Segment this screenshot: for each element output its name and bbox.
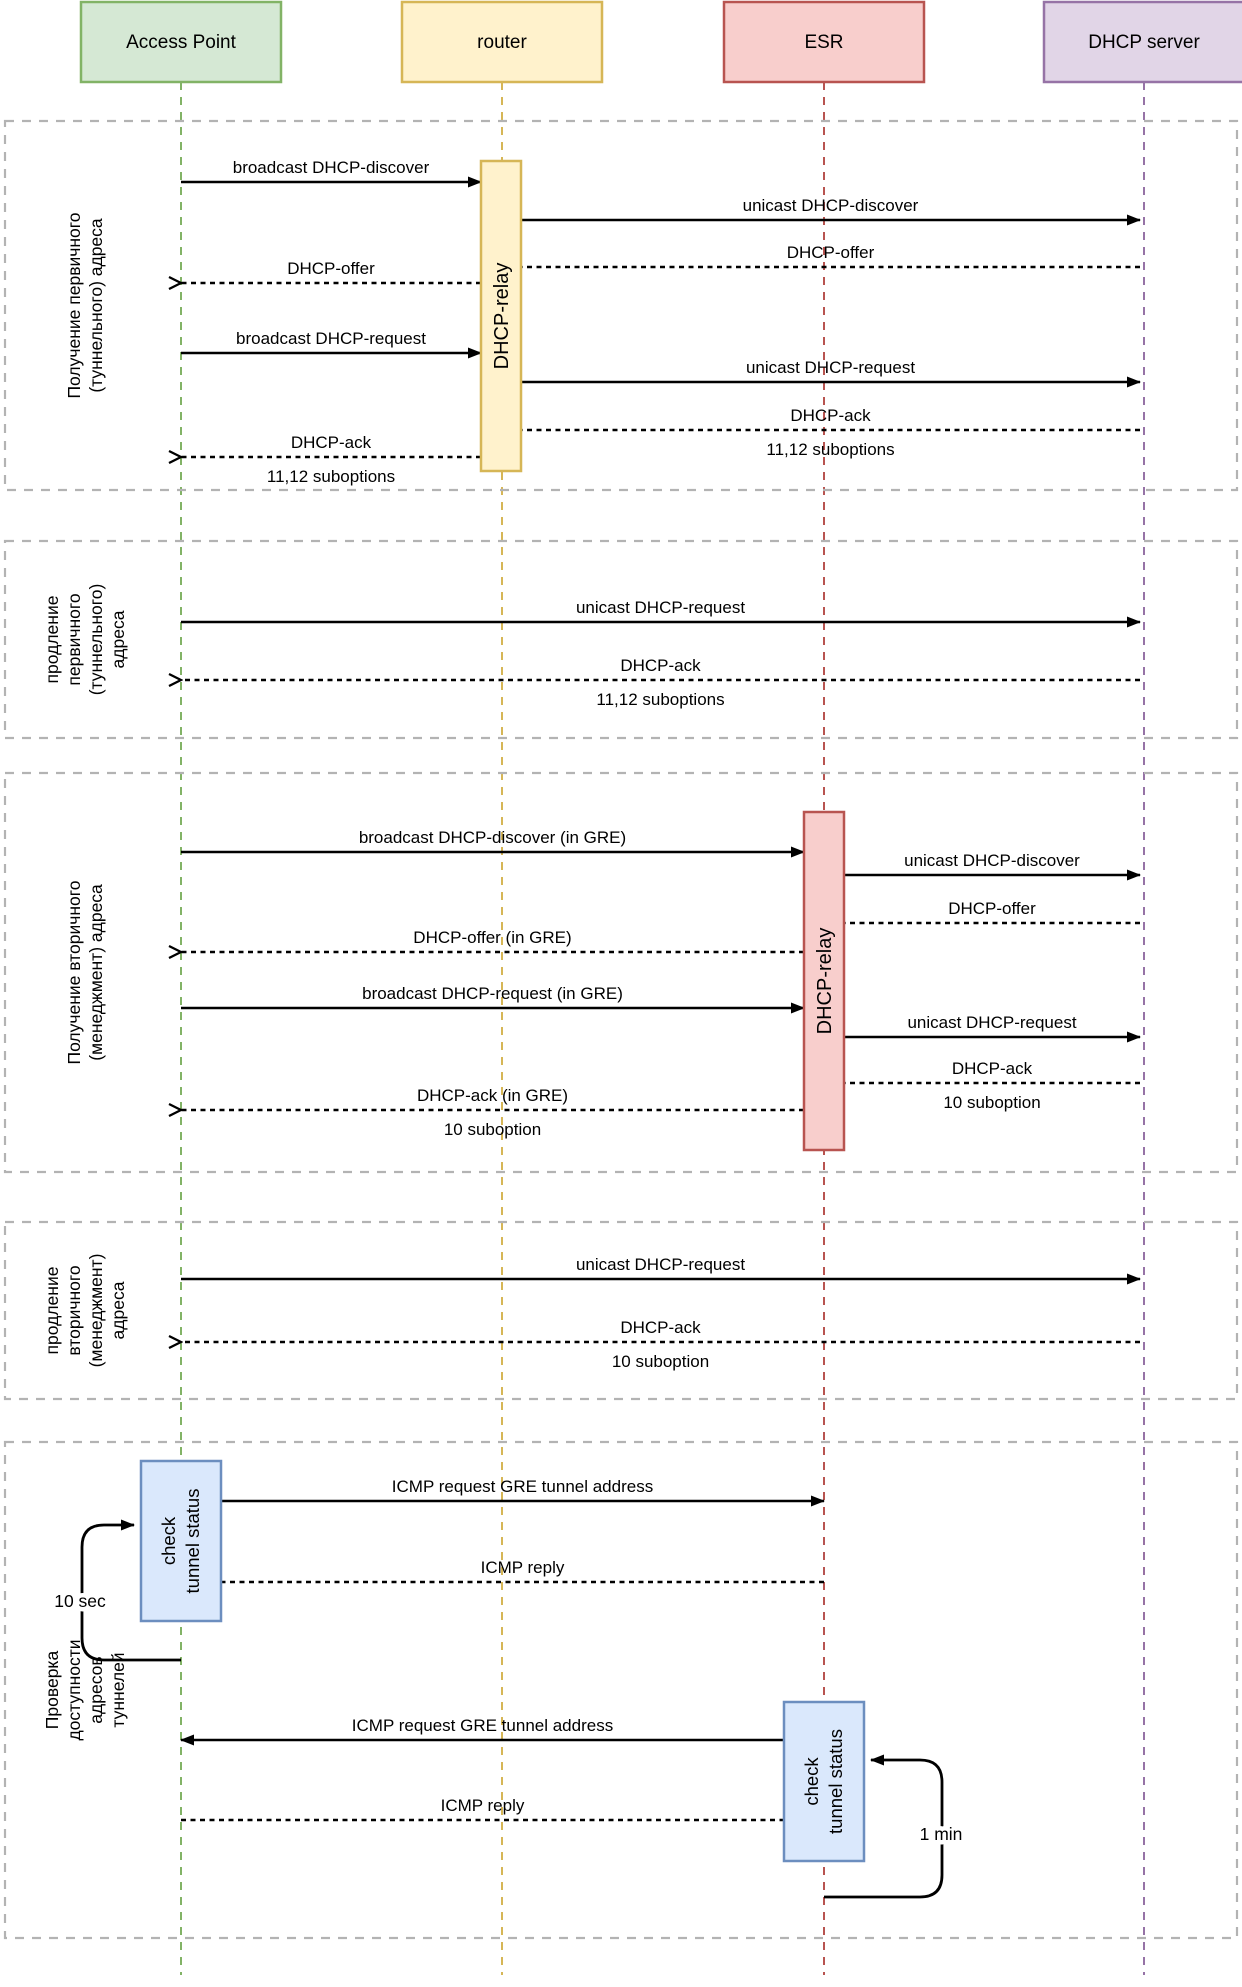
section-label-line: адресов — [86, 1656, 106, 1724]
message-label: unicast DHCP-discover — [904, 851, 1080, 870]
task-box-1 — [141, 1461, 221, 1621]
message-label: ICMP reply — [440, 1796, 525, 1815]
activation-label-2 — [814, 928, 836, 1035]
section-label-5 — [42, 1639, 128, 1740]
timer-label: 1 min — [919, 1824, 963, 1844]
section-label-line: адреса — [108, 610, 128, 669]
actor-name-router: router — [477, 32, 527, 53]
message-label: broadcast DHCP-discover (in GRE) — [358, 828, 627, 847]
section-label-line: туннелей — [108, 1652, 128, 1728]
section-frame-4 — [5, 1222, 1237, 1399]
section-label-line: Получение вторичного — [64, 880, 84, 1065]
message-label: DHCP-ack — [951, 1059, 1033, 1078]
message-label: DHCP-offer — [786, 243, 875, 262]
actor-name-dhcp-server: DHCP server — [1088, 32, 1200, 53]
section-label-line: продление — [42, 1266, 62, 1355]
message-label: DHCP-offer (in GRE) — [413, 928, 572, 947]
message-label: broadcast DHCP-request — [236, 329, 426, 348]
activation-label-1 — [491, 263, 513, 370]
section-label-3 — [64, 881, 106, 1065]
message-sublabel: 11,12 suboptions — [766, 440, 895, 459]
task-box-label-line: tunnel status — [182, 1488, 203, 1594]
section-label-line: продление — [42, 595, 62, 684]
message-label: unicast DHCP-discover — [742, 196, 919, 215]
section-label-line: вторичного — [64, 1265, 84, 1356]
section-label-line: (туннельного) адреса — [86, 218, 106, 393]
message-label: DHCP-ack — [620, 656, 701, 675]
message-label: unicast DHCP-request — [575, 1255, 746, 1274]
section-label-line: Получение первичного — [64, 212, 84, 399]
activation-label-text: DHCP-relay — [491, 262, 513, 370]
message-sublabel: 11,12 suboptions — [596, 690, 725, 709]
message-label: DHCP-ack — [290, 433, 372, 452]
message-label: unicast DHCP-request — [745, 358, 916, 377]
message-label: DHCP-ack — [790, 406, 871, 425]
message-label: DHCP-ack (in GRE) — [416, 1086, 569, 1105]
task-box-2 — [784, 1702, 864, 1861]
section-label-line: первичного — [64, 593, 84, 686]
task-box-label-line: check — [801, 1757, 822, 1806]
section-label-line: Проверка — [42, 1650, 62, 1730]
section-label-line: (менеджмент) адреса — [86, 884, 106, 1061]
message-label: ICMP request GRE tunnel address — [351, 1716, 614, 1735]
timer-label: 10 sec — [54, 1591, 106, 1611]
section-label-1 — [64, 212, 106, 398]
section-label-line: доступности — [64, 1639, 84, 1741]
section-label-line: (менеджмент) — [86, 1253, 106, 1368]
message-label: unicast DHCP-request — [575, 598, 746, 617]
activation-label-text: DHCP-relay — [814, 927, 836, 1035]
section-label-2 — [42, 584, 128, 696]
message-label: broadcast DHCP-discover — [232, 158, 430, 177]
task-box-label-line: tunnel status — [825, 1729, 846, 1834]
message-label: broadcast DHCP-request (in GRE) — [362, 984, 623, 1003]
message-sublabel: 10 suboption — [443, 1120, 542, 1139]
message-sublabel: 11,12 suboptions — [266, 467, 396, 486]
message-label: DHCP-offer — [948, 899, 1036, 918]
section-label-4 — [42, 1254, 128, 1368]
message-label: unicast DHCP-request — [907, 1013, 1077, 1032]
message-label: DHCP-offer — [287, 259, 375, 278]
actor-name-access-point: Access Point — [126, 32, 236, 53]
message-sublabel: 10 suboption — [943, 1093, 1041, 1112]
section-label-line: (туннельного) — [86, 583, 106, 696]
message-sublabel: 10 suboption — [611, 1352, 710, 1371]
section-label-line: адреса — [108, 1281, 128, 1340]
message-label: ICMP request GRE tunnel address — [391, 1477, 654, 1496]
message-label: DHCP-ack — [620, 1318, 701, 1337]
actor-name-esr: ESR — [804, 32, 844, 53]
task-box-label-line: check — [158, 1516, 179, 1566]
message-label: ICMP reply — [480, 1558, 565, 1577]
section-frame-1 — [5, 121, 1237, 490]
